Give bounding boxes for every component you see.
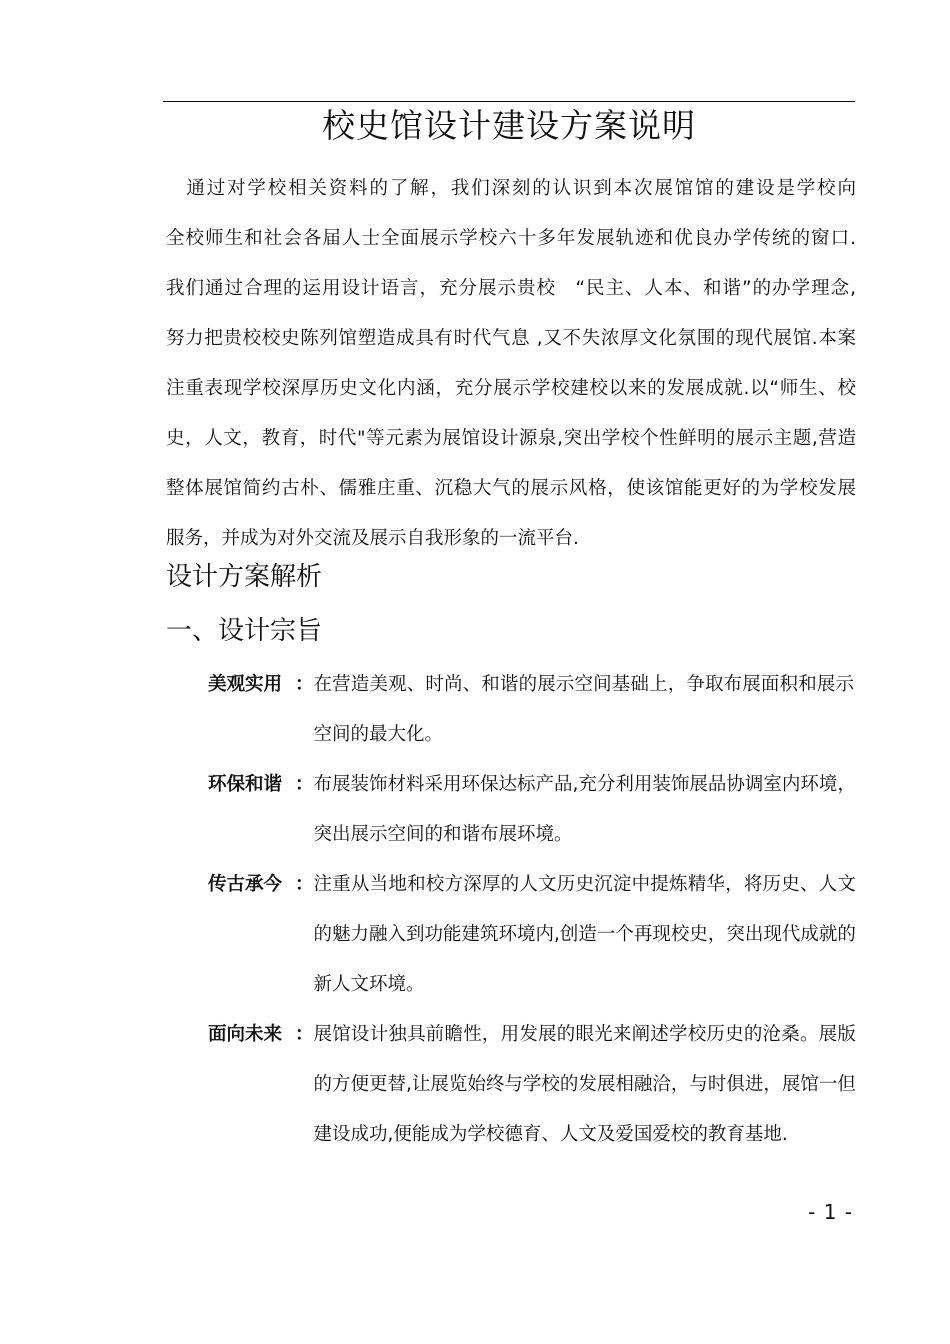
document-title: 校史馆设计建设方案说明 — [322, 106, 696, 145]
tenet-term: 环保和谐 — [208, 774, 283, 795]
tenet-description — [314, 660, 854, 760]
tenet-description — [314, 760, 856, 860]
tenet-colon: ： — [295, 874, 314, 895]
tenet-description — [314, 1010, 856, 1160]
tenet-colon: ： — [295, 774, 314, 795]
tenet-line: 在营造美观、时尚、和谐的展示空间基础上，争取布展面积和展示 — [313, 674, 854, 695]
tenet-line: 的方便更替,让展览始终与学校的发展相融洽，与时俱进，展馆一但 — [313, 1074, 856, 1095]
subsection-heading: 一、设计宗旨 — [166, 616, 323, 646]
tenet-line: 布展装饰材料采用环保达标产品,充分利用装饰展品协调室内环境， — [313, 774, 856, 795]
tenet-line: 展馆设计独具前瞻性，用发展的眼光来阐述学校历史的沧桑。展版 — [313, 1024, 856, 1045]
tenet-colon: ： — [295, 1024, 314, 1045]
tenet-line: 建设成功,便能成为学校德育、人文及爱国爱校的教育基地. — [313, 1124, 788, 1145]
intro-line: 全校师生和社会各届人士全面展示学校六十多年发展轨迹和优良办学传统的窗口. — [166, 228, 856, 249]
tenet-line: 空间的最大化。 — [313, 724, 444, 745]
tenet-description — [314, 860, 856, 1010]
intro-line: 通过对学校相关资料的了解，我们深刻的认识到本次展馆馆的建设是学校向 — [166, 178, 856, 199]
intro-line: 注重表现学校深厚历史文化内涵，充分展示学校建校以来的发展成就.以“师生、校 — [166, 378, 856, 399]
tenet-line: 突出展示空间的和谐布展环境。 — [313, 824, 573, 845]
tenet-item — [208, 860, 854, 1010]
section-heading: 设计方案解析 — [166, 562, 323, 592]
page-number: - 1 - — [808, 1200, 853, 1224]
header-rule — [163, 101, 855, 102]
design-tenets-list — [208, 660, 854, 1160]
tenet-item — [208, 760, 854, 860]
tenet-term: 传古承今 — [208, 874, 283, 895]
intro-line: 努力把贵校校史陈列馆塑造成具有时代气息 ,又不失浓厚文化氛围的现代展馆.本案 — [166, 328, 856, 349]
tenet-line: 新人文环境。 — [313, 974, 425, 995]
tenet-line: 的魅力融入到功能建筑环境内,创造一个再现校史，突出现代成就的 — [313, 924, 856, 945]
intro-line: 史，人文，教育，时代"等元素为展馆设计源泉,突出学校个性鲜明的展示主题,营造 — [166, 428, 856, 449]
tenet-colon: ： — [295, 674, 314, 695]
intro-line: 服务，并成为对外交流及展示自我形象的一流平台. — [166, 528, 579, 549]
tenet-line: 注重从当地和校方深厚的人文历史沉淀中提炼精华，将历史、人文 — [313, 874, 856, 895]
tenet-term: 美观实用 — [208, 674, 283, 695]
tenet-item — [208, 660, 854, 760]
intro-line: 整体展馆简约古朴、儒雅庄重、沉稳大气的展示风格，使该馆能更好的为学校发展 — [166, 478, 856, 499]
tenet-term: 面向未来 — [208, 1024, 283, 1045]
intro-line: 我们通过合理的运用设计语言，充分展示贵校 “民主、人本、和谐”的办学理念, — [166, 278, 856, 299]
tenet-item — [208, 1010, 854, 1160]
intro-paragraph — [166, 164, 856, 564]
